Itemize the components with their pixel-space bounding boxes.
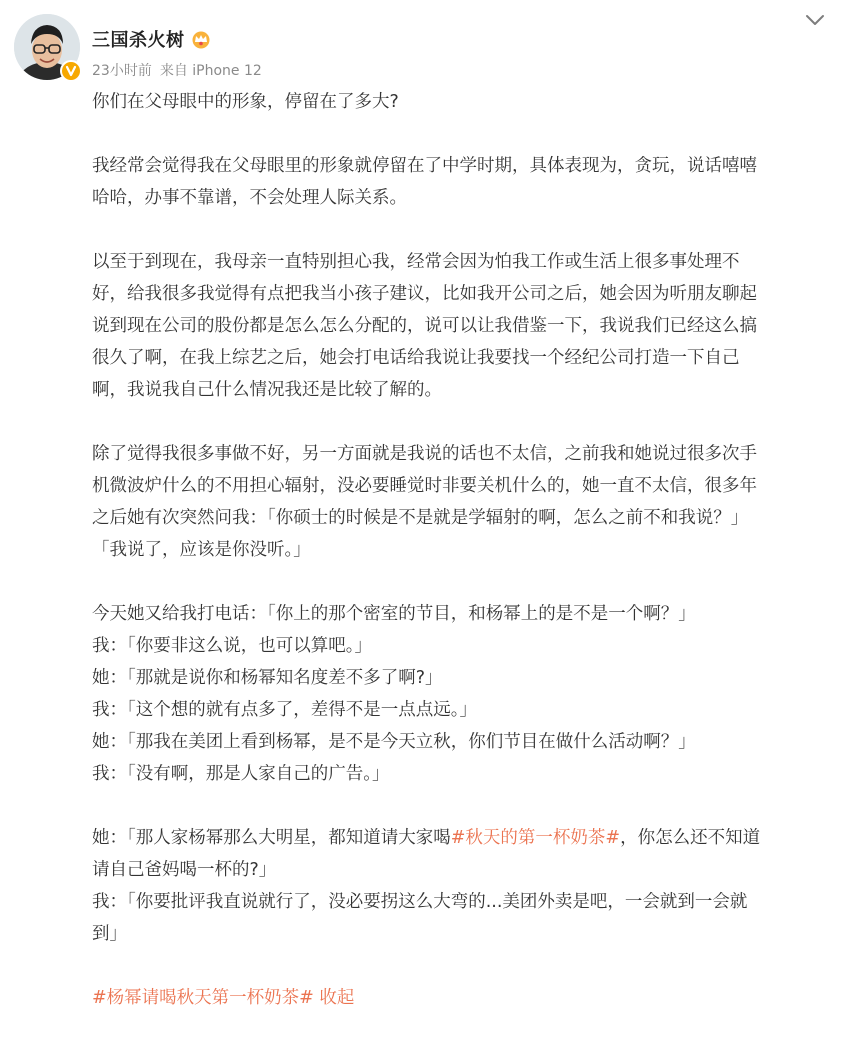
paragraph-6 bbox=[92, 822, 830, 950]
text-line: 请自己爸妈喝一杯的?」 bbox=[92, 860, 277, 880]
collapse-link[interactable]: 收起 bbox=[319, 988, 355, 1008]
text-line: 我：「这个想的就有点多了，差得不是一点点远。」 bbox=[92, 700, 477, 720]
text-segment: ，你怎么还不知道 bbox=[620, 828, 761, 848]
text-line: 她：「那我在美团上看到杨幂，是不是今天立秋，你们节目在做什么活动啊？」 bbox=[92, 732, 696, 752]
text-line bbox=[92, 822, 830, 854]
hashtag-link[interactable]: #杨幂请喝秋天第一杯奶茶# bbox=[92, 988, 314, 1008]
text-line: 除了觉得我很多事做不好，另一方面就是我说的话也不太信，之前我和她说过很多次手 bbox=[92, 444, 757, 464]
text-line: 到」 bbox=[92, 924, 127, 944]
text-line: 我：「没有啊，那是人家自己的广告。」 bbox=[92, 764, 390, 784]
text-line: 机微波炉什么的不用担心辐射，没必要睡觉时非要关机什么的，她一直不太信，很多年 bbox=[92, 476, 757, 496]
text-line: 她：「那就是说你和杨幂知名度差不多了啊?」 bbox=[92, 668, 443, 688]
avatar-container[interactable] bbox=[14, 14, 80, 80]
text-line: 啊，我说我自己什么情况我还是比较了解的。 bbox=[92, 380, 442, 400]
text-line: 我经常会觉得我在父母眼里的形象就停留在了中学时期，具体表现为，贪玩，说话嘻嘻 bbox=[92, 156, 757, 176]
username-row bbox=[92, 26, 212, 52]
verified-v-icon bbox=[60, 60, 82, 82]
crown-icon[interactable] bbox=[190, 29, 212, 49]
paragraph-5 bbox=[92, 598, 830, 790]
text-line: 说到现在公司的股份都是怎么怎么分配的，说可以让我借鉴一下，我说我们已经这么搞 bbox=[92, 316, 757, 336]
text-line: 「我说了，应该是你没听。」 bbox=[92, 540, 311, 560]
paragraph-4 bbox=[92, 438, 830, 566]
paragraph-3 bbox=[92, 246, 830, 406]
paragraph-1 bbox=[92, 86, 830, 118]
text-line: 哈哈，办事不靠谱，不会处理人际关系。 bbox=[92, 188, 407, 208]
text-line: 今天她又给我打电话：「你上的那个密室的节目，和杨幂上的是不是一个啊？」 bbox=[92, 604, 696, 624]
text-line: 好，给我很多我觉得有点把我当小孩子建议，比如我开公司之后，她会因为听朋友聊起 bbox=[92, 284, 757, 304]
post-header bbox=[0, 0, 842, 92]
post-footer bbox=[92, 982, 830, 1014]
paragraph-2 bbox=[92, 150, 830, 214]
chevron-down-icon[interactable] bbox=[804, 12, 826, 28]
post-content bbox=[92, 86, 830, 1014]
text-line: 你们在父母眼中的形象，停留在了多大? bbox=[92, 92, 399, 112]
text-line: 之后她有次突然问我：「你硕士的时候是不是就是学辐射的啊，怎么之前不和我说？」 bbox=[92, 508, 749, 528]
text-line: 以至于到现在，我母亲一直特别担心我，经常会因为怕我工作或生活上很多事处理不 bbox=[92, 252, 740, 272]
username[interactable]: 三国杀火树 bbox=[92, 30, 185, 51]
post-source: 来自 iPhone 12 bbox=[159, 63, 262, 79]
text-line: 我：「你要非这么说，也可以算吧。」 bbox=[92, 636, 372, 656]
post-meta bbox=[92, 60, 262, 80]
text-segment: 她：「那人家杨幂那么大明星，都知道请大家喝 bbox=[92, 828, 451, 848]
text-line: 我：「你要批评我直说就行了，没必要拐这么大弯的...美团外卖是吧，一会就到一会就 bbox=[92, 892, 748, 912]
hashtag-link[interactable]: #秋天的第一杯奶茶# bbox=[450, 828, 621, 848]
post-time[interactable]: 23小时前 bbox=[92, 63, 152, 79]
text-line: 很久了啊，在我上综艺之后，她会打电话给我说让我要找一个经纪公司打造一下自己 bbox=[92, 348, 740, 368]
